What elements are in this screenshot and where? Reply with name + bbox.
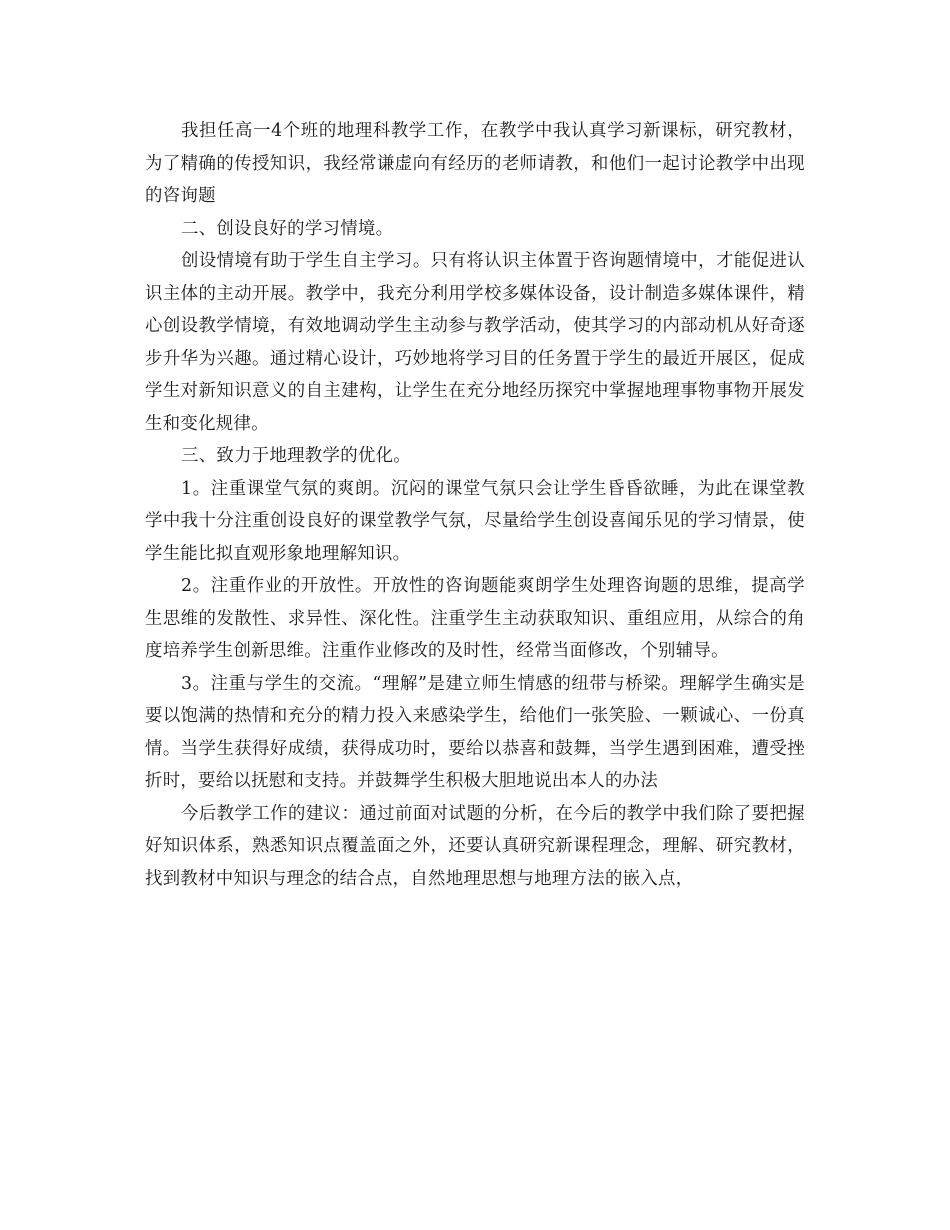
paragraph-point-1: 1。注重课堂气氛的爽朗。沉闷的课堂气氛只会让学生昏昏欲睡，为此在课堂教学中我十分注重创设良好的课堂教学气氛，尽量给学生创设喜闻乐见的学习情景，使学生能比拟直观形象地理解知识。 bbox=[145, 478, 805, 564]
paragraph-suggestions: 今后教学工作的建议：通过前面对试题的分析，在今后的教学中我们除了要把握好知识体系，熟悉知识点覆盖面之外，还要认真研究新课程理念，理解、研究教材，找到教材中知识与理念的结合点，自然地理思想与地理方法的嵌入点， bbox=[145, 803, 805, 889]
paragraph-point-2: 2。注重作业的开放性。开放性的咨询题能爽朗学生处理咨询题的思维，提高学生思维的发散性、求异性、深化性。注重学生主动获取知识、重组应用，从综合的角度培养学生创新思维。注重作业修改的及时性，经常当面修改，个别辅导。 bbox=[145, 576, 805, 661]
paragraph-point-3: 3。注重与学生的交流。“理解”是建立师生情感的纽带与桥梁。理解学生确实是要以饱满的热情和充分的精力投入来感染学生，给他们一张笑脸、一颗诚心、一份真情。当学生获得好成绩，获得成功时，要给以恭喜和鼓舞，当学生遇到困难，遭受挫折时，要给以抚慰和支持。并鼓舞学生积极大胆地说出本人的办法 bbox=[145, 673, 805, 791]
section-heading-2: 二、创设良好的学习情境。 bbox=[181, 218, 394, 239]
section-heading-3: 三、致力于地理教学的优化。 bbox=[181, 446, 411, 466]
paragraph-intro: 我担任高一4个班的地理科教学工作，在教学中我认真学习新课标，研究教材，为了精确的传授知识，我经常谦虚向有经历的老师请教，和他们一起讨论教学中出现的咨询题 bbox=[145, 121, 805, 206]
paragraph-situation: 创设情境有助于学生自主学习。只有将认识主体置于咨询题情境中，才能促进认识主体的主动开展。教学中，我充分利用学校多媒体设备，设计制造多媒体课件，精心创设教学情境，有效地调动学生主动参与教学活动，使其学习的内部动机从好奇逐步升华为兴趣。通过精心设计，巧妙地将学习目的任务置于学生的最近开展区，促成学生对新知识意义的自主建构，让学生在充分地经历探究中掌握地理事物事物开展发生和变化规律。 bbox=[145, 251, 805, 434]
